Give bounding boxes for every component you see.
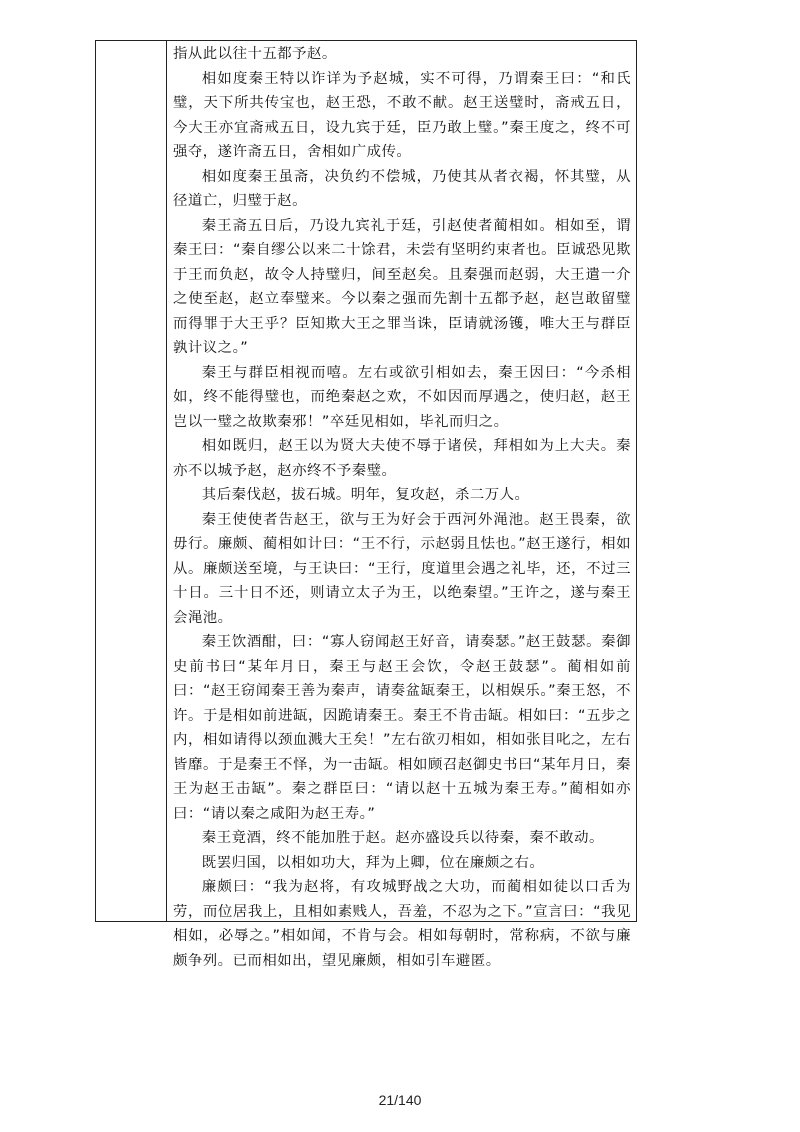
table-right-column — [167, 41, 636, 969]
paragraph: 秦王饮酒酣，曰：“寡人窃闻赵王好音，请奏瑟。”赵王鼓瑟。秦御史前书曰“某年月日，秦王与赵王会饮，令赵王鼓瑟”。蔺相如前曰：“赵王窃闻秦王善为秦声，请奏盆缻秦王，以相娱乐。”秦王怒，不许。于是相如前进缻，因跪请秦王。秦王不肯击缻。相如曰：“五步之内，相如请得以颈血溅大王矣！”左右欲刃相如，相如张目叱之，左右皆靡。于是秦王不怿，为一击缻。相如顾召赵御史书曰“某年月日，秦王为赵王击缻”。秦之群臣曰：“请以赵十五城为秦王寿。”蔺相如亦曰：“请以秦之咸阳为赵王寿。” — [173, 634, 631, 822]
paragraph: 秦王与群臣相视而嘻。左右或欲引相如去，秦王因曰：“今杀相如，终不能得璧也，而绝秦赵之欢，不如因而厚遇之，使归赵，赵王岂以一璧之故欺秦邪！”卒廷见相如，毕礼而归之。 — [173, 364, 631, 430]
paragraph: 相如度秦王特以诈详为予赵城，实不可得，乃谓秦王曰：“和氏璧，天下所共传宝也，赵王恐，不敢不献。赵王送璧时，斋戒五日，今大王亦宜斋戒五日，设九宾于廷，臣乃敢上璧。”秦王度之，终不可强夺，遂许斋五日，舍相如广成传。 — [173, 70, 631, 160]
paragraph: 其后秦伐赵，拔石城。明年，复攻赵，杀二万人。 — [201, 487, 530, 503]
paragraph: 秦王竟酒，终不能加胜于赵。赵亦盛设兵以待秦，秦不敢动。 — [201, 830, 604, 846]
paragraph: 相如度秦王虽斋，决负约不偿城，乃使其从者衣褐，怀其璧，从径道亡，归璧于赵。 — [173, 168, 631, 209]
paragraph: 指从此以往十五都予赵。 — [173, 46, 337, 62]
paragraph: 既罢归国，以相如功大，拜为上卿，位在廉颇之右。 — [201, 854, 545, 871]
paragraph: 廉颇曰：“我为赵将，有攻城野战之大功，而蔺相如徒以口舌为劳，而位居我上，且相如素贱人，吾羞，不忍为之下。”宣言曰：“我见相如，必辱之。”相如闻，不肯与会。相如每朝时，常称病，不欲与廉颇争列。已而相如出，望见廉颇，相如引车避匿。 — [173, 879, 631, 969]
page-number: 21/140 — [378, 1092, 422, 1108]
paragraph: 秦王使使者告赵王，欲与王为好会于西河外渑池。赵王畏秦，欲毋行。廉颇、蔺相如计曰：“王不行，示赵弱且怯也。”赵王遂行，相如从。廉颇送至境，与王诀曰：“王行，度道里会遇之礼毕，还，不过三十日。三十日不还，则请立太子为王，以绝秦望。”王许之，遂与秦王会渑池。 — [173, 511, 631, 626]
paragraph: 相如既归，赵王以为贤大夫使不辱于诸侯，拜相如为上大夫。秦亦不以城予赵，赵亦终不予秦璧。 — [173, 438, 631, 479]
paragraph: 秦王斋五日后，乃设九宾礼于廷，引赵使者蔺相如。相如至，谓秦王曰：“秦自缪公以来二十馀君，未尝有坚明约束者也。臣诚恐见欺于王而负赵，故令人持璧归，间至赵矣。且秦强而赵弱，大王遣一介之使至赵，赵立奉璧来。今以秦之强而先割十五都予赵，赵岂敢留璧而得罪于大王乎？臣知欺大王之罪当诛，臣请就汤镬，唯大王与群臣孰计议之。” — [173, 217, 631, 356]
text-table — [95, 40, 637, 969]
table-left-column — [96, 41, 167, 921]
body-text — [173, 42, 631, 973]
